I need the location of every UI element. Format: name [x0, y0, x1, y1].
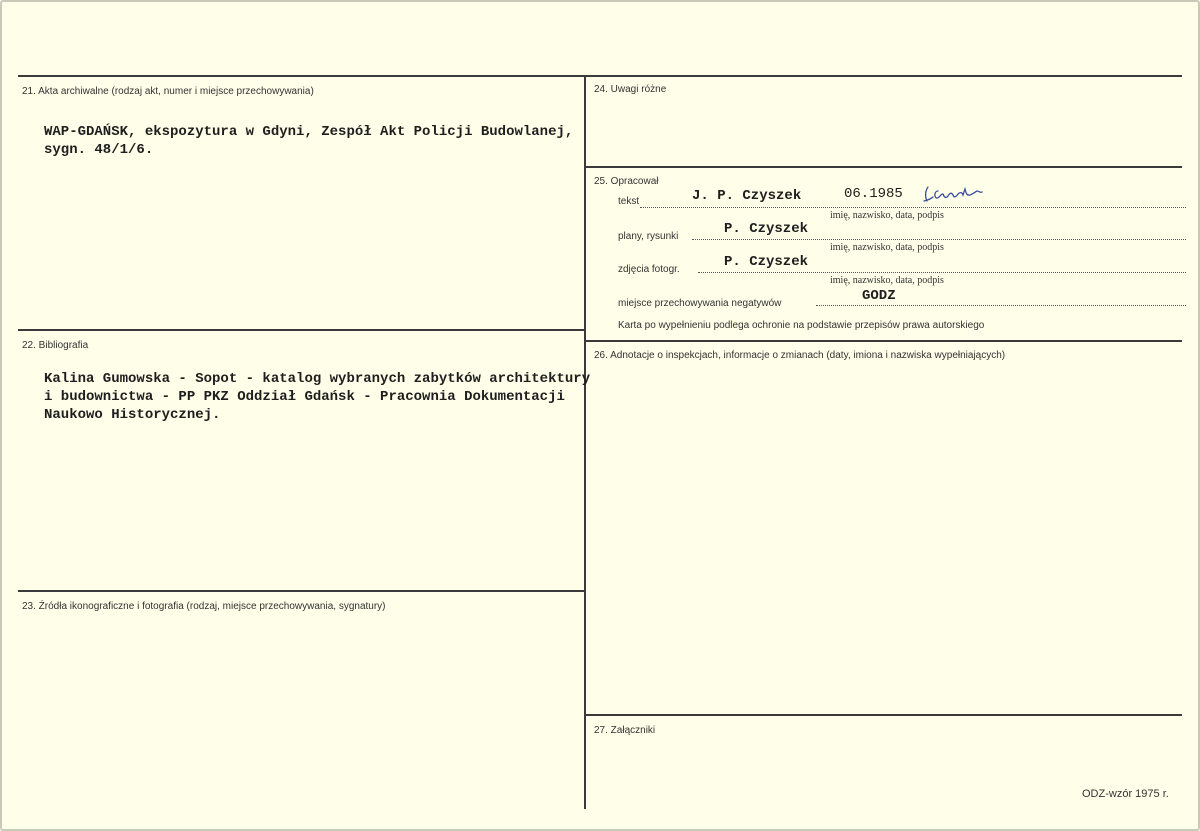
- section-23-label: 23. Źródła ikonograficzne i fotografia (rodzaj, miejsce przechowywania, sygnatury): [22, 601, 386, 612]
- plany-hint: imię, nazwisko, data, podpis: [830, 242, 944, 253]
- section-26-label: 26. Adnotacje o inspekcjach, informacje o zmianach (daty, imiona i nazwiska wypełniających): [594, 350, 1006, 361]
- top-rule: [18, 75, 1182, 77]
- negatywy-line: [816, 305, 1186, 306]
- section-21-label: 21. Akta archiwalne (rodzaj akt, numer i miejsce przechowywania): [22, 86, 314, 97]
- signature-mark: [922, 183, 990, 205]
- tekst-line: [640, 207, 1186, 208]
- tekst-date: 06.1985: [844, 186, 903, 202]
- section-21-text: WAP-GDAŃSK, ekspozytura w Gdyni, Zespół Akt Policji Budowlanej, sygn. 48/1/6.: [44, 124, 574, 158]
- form-version: ODZ-wzór 1975 r.: [1082, 788, 1169, 800]
- rule-26-27: [586, 714, 1182, 716]
- zdjecia-hint: imię, nazwisko, data, podpis: [830, 275, 944, 286]
- section-22-label: 22. Bibliografia: [22, 340, 89, 351]
- tekst-label: tekst: [618, 196, 640, 207]
- rule-21-22: [18, 329, 584, 331]
- zdjecia-label: zdjęcia fotogr.: [618, 264, 680, 275]
- center-divider: [584, 75, 586, 809]
- section-22-text: Kalina Gumowska - Sopot - katalog wybranych zabytków architektury i budownictwa - PP PKZ Oddział Gdańsk - Pracownia Dokumentacji Naukowo Historycznej.: [44, 371, 591, 423]
- rule-24-25: [586, 166, 1182, 168]
- plany-label: plany, rysunki: [618, 231, 679, 242]
- plany-line: [692, 239, 1186, 240]
- zdjecia-value: P. Czyszek: [724, 254, 809, 270]
- rule-22-23: [18, 590, 584, 592]
- section-24-label: 24. Uwagi różne: [594, 84, 667, 95]
- section-27-label: 27. Załączniki: [594, 725, 656, 736]
- section-25-label: 25. Opracował: [594, 176, 659, 187]
- negatywy-label: miejsce przechowywania negatywów: [618, 298, 782, 309]
- negatywy-value: GODZ: [862, 288, 896, 304]
- rule-25-26: [586, 340, 1182, 342]
- plany-value: P. Czyszek: [724, 221, 809, 237]
- tekst-value: J. P. Czyszek: [692, 188, 802, 204]
- tekst-hint: imię, nazwisko, data, podpis: [830, 210, 944, 221]
- copyright-note: Karta po wypełnieniu podlega ochronie na podstawie przepisów prawa autorskiego: [618, 320, 985, 331]
- zdjecia-line: [698, 272, 1186, 273]
